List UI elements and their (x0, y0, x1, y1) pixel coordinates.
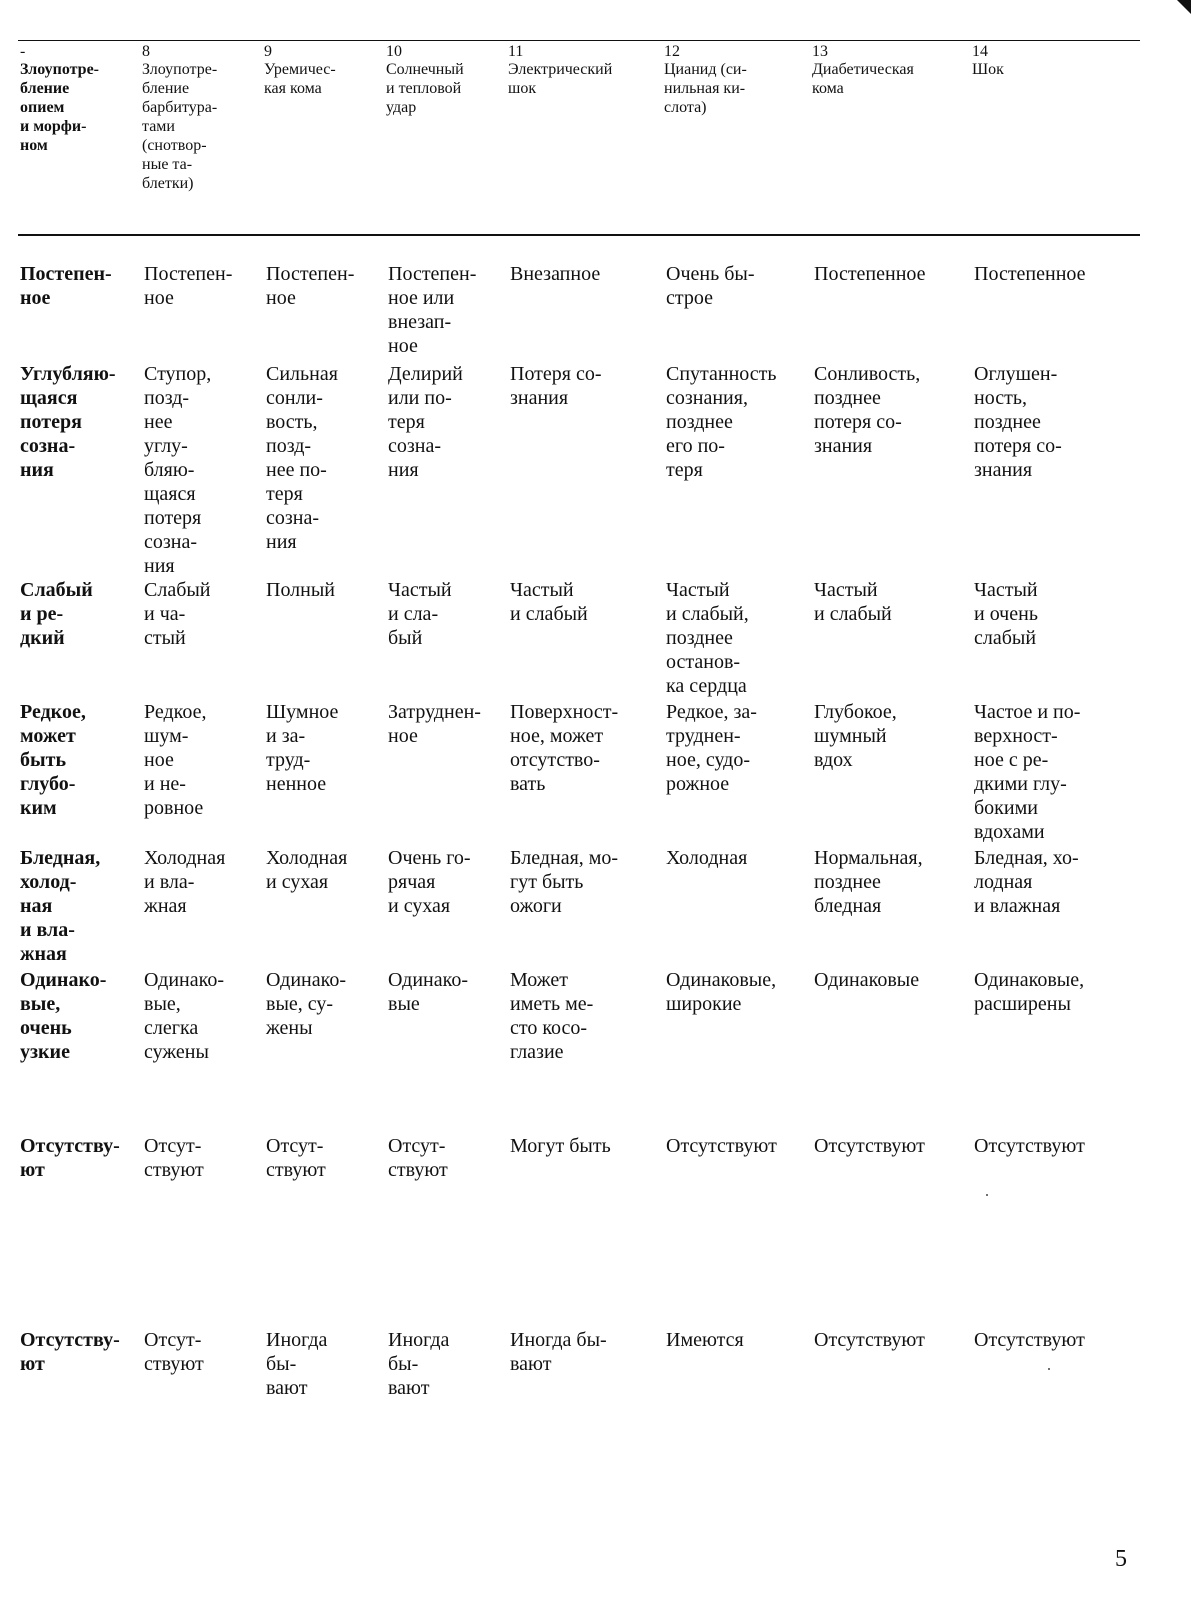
table-cell: Одинако- вые, очень узкие (20, 969, 107, 1063)
column-title: Шок (972, 61, 1004, 78)
table-cell: Отсутствуют (814, 1329, 925, 1351)
table-cell: Постепенное (814, 263, 926, 285)
table-top-rule (18, 40, 1140, 41)
table-cell: Слабый и ре- дкий (20, 579, 93, 649)
table-cell: Постепен- ное (20, 263, 112, 309)
table-cell: Слабый и ча- стый (144, 579, 211, 649)
table-cell: Потеря со- знания (510, 363, 602, 409)
column-number: 13 (812, 43, 828, 60)
table-cell: Иногда бы- вают (388, 1329, 450, 1399)
table-cell: Имеются (666, 1329, 744, 1351)
table-cell: Холодная (666, 847, 748, 869)
table-cell: Глубокое, шумный вдох (814, 701, 897, 771)
corner-mark (1177, 0, 1191, 14)
table-cell: Отсутствуют (814, 1135, 925, 1157)
table-cell: Постепен- ное (266, 263, 355, 309)
column-title: Цианид (си- нильная ки- слота) (664, 61, 747, 116)
table-cell: Нормальная, позднее бледная (814, 847, 923, 917)
table-cell: Отсут- ствуют (266, 1135, 326, 1181)
table-cell: Ступор, позд- нее углу- бляю- щаяся потеря созна- ния (144, 363, 212, 577)
table-cell: Отсутствуют (666, 1135, 777, 1157)
column-title: Диабетическая кома (812, 61, 914, 97)
table-cell: Сильная сонли- вость, позд- нее по- теря созна- ния (266, 363, 338, 553)
table-cell: Частое и по- верхност- ное с ре- дкими глу- бокими вдохами (974, 701, 1081, 843)
column-header (664, 44, 806, 117)
table-cell: Отсут- ствуют (144, 1329, 204, 1375)
table-cell: Одинако- вые, су- жены (266, 969, 346, 1039)
table-cell: Редкое, за- труднен- ное, судо- рожное (666, 701, 757, 795)
column-number: - (20, 43, 26, 60)
table-cell: Шумное и за- труд- ненное (266, 701, 339, 795)
column-header (812, 44, 968, 98)
table-cell: Сонливость, позднее потеря со- знания (814, 363, 921, 457)
table-cell: Постепен- ное или внезап- ное (388, 263, 477, 357)
column-number: 11 (508, 43, 524, 60)
table-cell: Бледная, хо- лодная и влажная (974, 847, 1079, 917)
table-cell: Отсутству- ют (20, 1135, 120, 1181)
column-header (20, 44, 138, 155)
table-cell: Холодная и вла- жная (144, 847, 226, 917)
column-number: 12 (664, 43, 680, 60)
table-cell: Одинако- вые (388, 969, 468, 1015)
page-number: 5 (1115, 1546, 1127, 1572)
column-title: Солнечный и тепловой удар (386, 61, 464, 116)
column-number: 10 (386, 43, 402, 60)
column-title: Уремичес- кая кома (264, 61, 336, 97)
table-cell: Делирий или по- теря созна- ния (388, 363, 463, 481)
table-cell: Могут быть (510, 1135, 611, 1157)
table-cell: Может иметь ме- сто косо- глазие (510, 969, 594, 1063)
column-header (264, 44, 382, 98)
table-cell: Иногда бы- вают (266, 1329, 328, 1399)
column-title: Электрический шок (508, 61, 613, 97)
table-cell: Отсутствуют (974, 1329, 1085, 1351)
table-cell: Полный (266, 579, 336, 601)
table-cell: Иногда бы- вают (510, 1329, 607, 1375)
table-cell: Одинако- вые, слегка сужены (144, 969, 224, 1063)
scan-speck (1048, 1368, 1050, 1370)
column-header (508, 44, 658, 98)
table-cell: Затруднен- ное (388, 701, 481, 747)
table-cell: Частый и слабый (814, 579, 892, 625)
table-cell: Частый и сла- бый (388, 579, 452, 649)
table-cell: Одинаковые, расширены (974, 969, 1085, 1015)
table-cell: Отсутствуют (974, 1135, 1085, 1157)
table-cell: Частый и очень слабый (974, 579, 1038, 649)
table-cell: Отсутству- ют (20, 1329, 120, 1375)
table-cell: Частый и слабый (510, 579, 588, 625)
column-title: Злоупотре- бление опием и морфи- ном (20, 61, 99, 154)
table-cell: Поверхност- ное, может отсутство- вать (510, 701, 619, 795)
table-cell: Оглушен- ность, позднее потеря со- знания (974, 363, 1062, 481)
table-cell: Редкое, шум- ное и не- ровное (144, 701, 207, 819)
table-cell: Отсут- ствуют (144, 1135, 204, 1181)
table-cell: Холодная и сухая (266, 847, 348, 893)
table-cell: Спутанность сознания, позднее его по- теря (666, 363, 777, 481)
column-number: 14 (972, 43, 988, 60)
table-cell: Бледная, холод- ная и вла- жная (20, 847, 101, 965)
table-cell: Углубляю- щаяся потеря созна- ния (20, 363, 116, 481)
table-cell: Отсут- ствуют (388, 1135, 448, 1181)
column-number: 8 (142, 43, 150, 60)
table-cell: Постепенное (974, 263, 1086, 285)
column-header (972, 44, 1132, 79)
table-cell: Редкое, может быть глубо- ким (20, 701, 86, 819)
scan-speck (986, 1194, 988, 1196)
table-header-rule (18, 234, 1140, 236)
table-cell: Одинаковые, широкие (666, 969, 777, 1015)
table-cell: Постепен- ное (144, 263, 233, 309)
column-header (142, 44, 260, 193)
column-title: Злоупотре- бление барбитура- тами (снотвор- ные та- блетки) (142, 61, 218, 192)
table-cell: Бледная, мо- гут быть ожоги (510, 847, 619, 917)
table-cell: Частый и слабый, позднее останов- ка сердца (666, 579, 749, 697)
column-number: 9 (264, 43, 272, 60)
table-cell: Очень го- рячая и сухая (388, 847, 471, 917)
table-cell: Внезапное (510, 263, 601, 285)
table-cell: Очень бы- строе (666, 263, 755, 309)
table-cell: Одинаковые (814, 969, 920, 991)
column-header (386, 44, 504, 117)
